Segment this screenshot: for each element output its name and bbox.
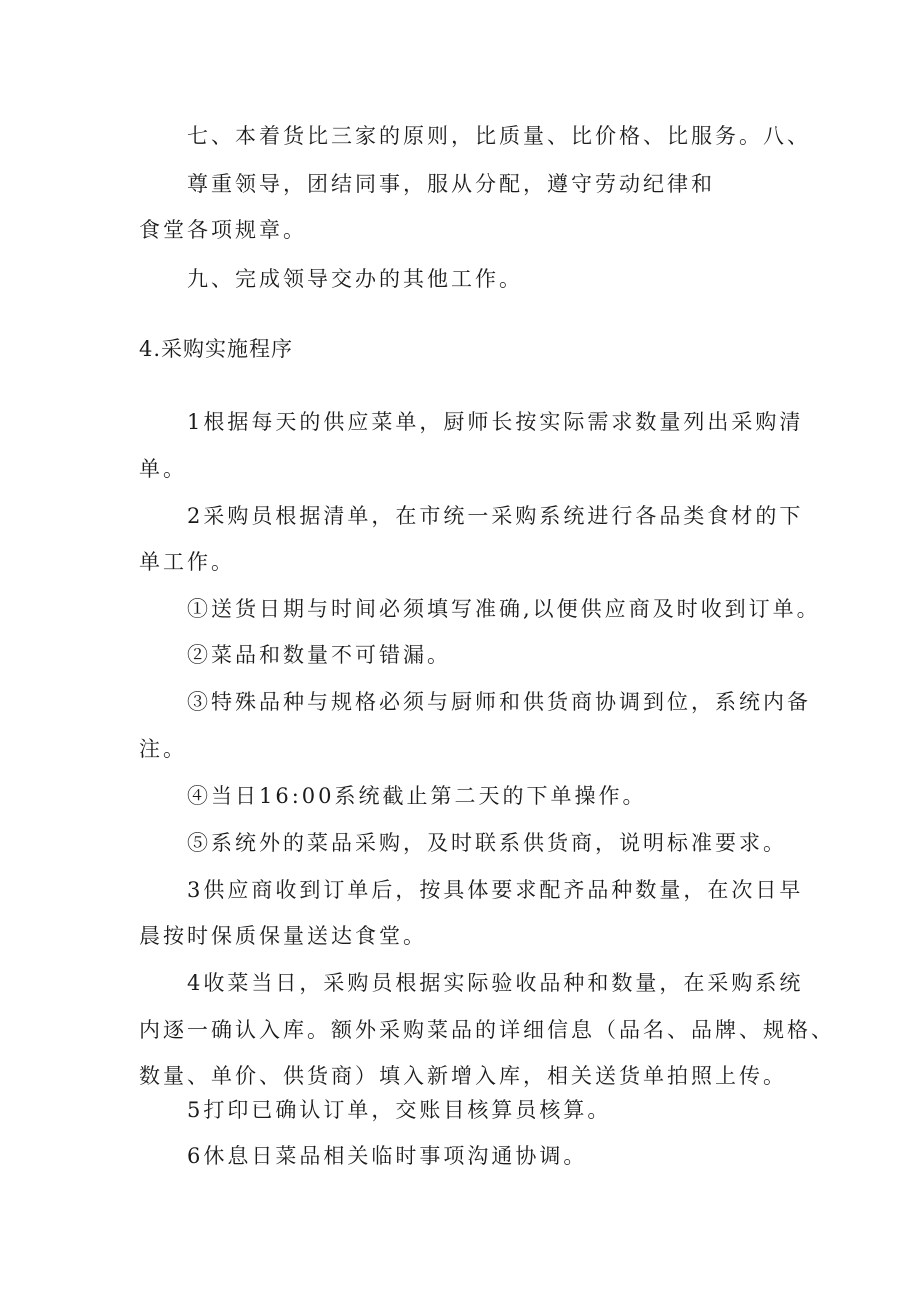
text-line-7: 单。	[139, 457, 187, 481]
text-line-3: 食堂各项规章。	[139, 218, 307, 242]
text-line-1: 七、本着货比三家的原则，比质量、比价格、比服务。八、	[187, 124, 811, 148]
text-line-12: ③特殊品种与规格必须与厨师和供货商协调到位，系统内备	[187, 690, 811, 714]
text-line-22: 6休息日菜品相关临时事项沟通协调。	[187, 1144, 588, 1168]
text-line-21: 5打印已确认订单，交账目核算员核算。	[187, 1098, 612, 1122]
text-line-9: 单工作。	[139, 550, 235, 574]
text-line-4: 九、完成领导交办的其他工作。	[187, 267, 523, 291]
text-line-15: ⑤系统外的菜品采购，及时联系供货商，说明标准要求。	[187, 831, 787, 855]
text-line-17: 晨按时保质保量送达食堂。	[139, 924, 427, 948]
text-line-13: 注。	[139, 737, 187, 761]
text-line-16: 3供应商收到订单后，按具体要求配齐品种数量，在次日早	[187, 878, 804, 902]
text-line-8: 2采购员根据清单，在市统一采购系统进行各品类食材的下	[187, 504, 804, 528]
text-line-18: 4收菜当日，采购员根据实际验收品种和数量，在采购系统	[187, 971, 804, 995]
text-line-2: 尊重领导，团结同事，服从分配，遵守劳动纪律和	[187, 172, 715, 196]
text-line-14: ④当日16:00系统截止第二天的下单操作。	[187, 784, 647, 808]
section-heading: 4.采购实施程序	[139, 337, 294, 361]
text-line-11: ②菜品和数量不可错漏。	[187, 643, 451, 667]
text-line-10: ①送货日期与时间必须填写准确,以便供应商及时收到订单。	[187, 597, 821, 621]
text-line-6: 1根据每天的供应菜单，厨师长按实际需求数量列出采购清	[187, 410, 804, 434]
text-line-19: 内逐一确认入库。额外采购菜品的详细信息（品名、品牌、规格、	[139, 1018, 835, 1042]
text-line-20: 数量、单价、供货商）填入新增入库，相关送货单拍照上传。	[139, 1064, 787, 1088]
